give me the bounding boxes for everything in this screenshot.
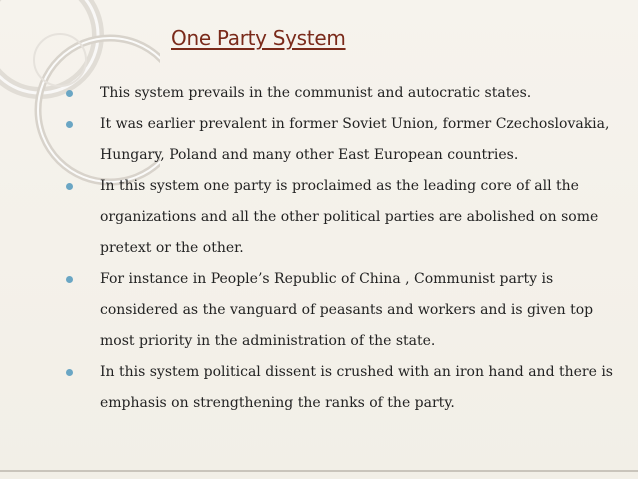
bullet-text: It was earlier prevalent in former Soviet Union, former Czechoslovakia, Hungary, Poland and many other East European countries. <box>100 116 610 163</box>
bullet-text: In this system one party is proclaimed as the leading core of all the organizations and all the other political parties are abolished on some pretext or the other. <box>100 178 599 256</box>
bullet-list <box>66 78 626 419</box>
list-item <box>66 357 626 419</box>
circle-bullet-icon <box>66 90 73 97</box>
circle-bullet-icon <box>66 276 73 283</box>
circle-bullet-icon <box>66 183 73 190</box>
bottom-divider <box>0 470 638 472</box>
circle-bullet-icon <box>66 369 73 376</box>
slide-title: One Party System <box>171 26 346 50</box>
bullet-text: In this system political dissent is crushed with an iron hand and there is emphasis on strengthening the ranks of the party. <box>100 364 613 411</box>
bullet-text: This system prevails in the communist and autocratic states. <box>100 85 532 101</box>
list-item <box>66 171 626 264</box>
bullet-text: For instance in People’s Republic of China , Communist party is considered as the vanguard of peasants and workers and is given top most priority in the administration of the state. <box>100 271 594 349</box>
circle-bullet-icon <box>66 121 73 128</box>
list-item <box>66 78 626 109</box>
list-item <box>66 264 626 357</box>
list-item <box>66 109 626 171</box>
